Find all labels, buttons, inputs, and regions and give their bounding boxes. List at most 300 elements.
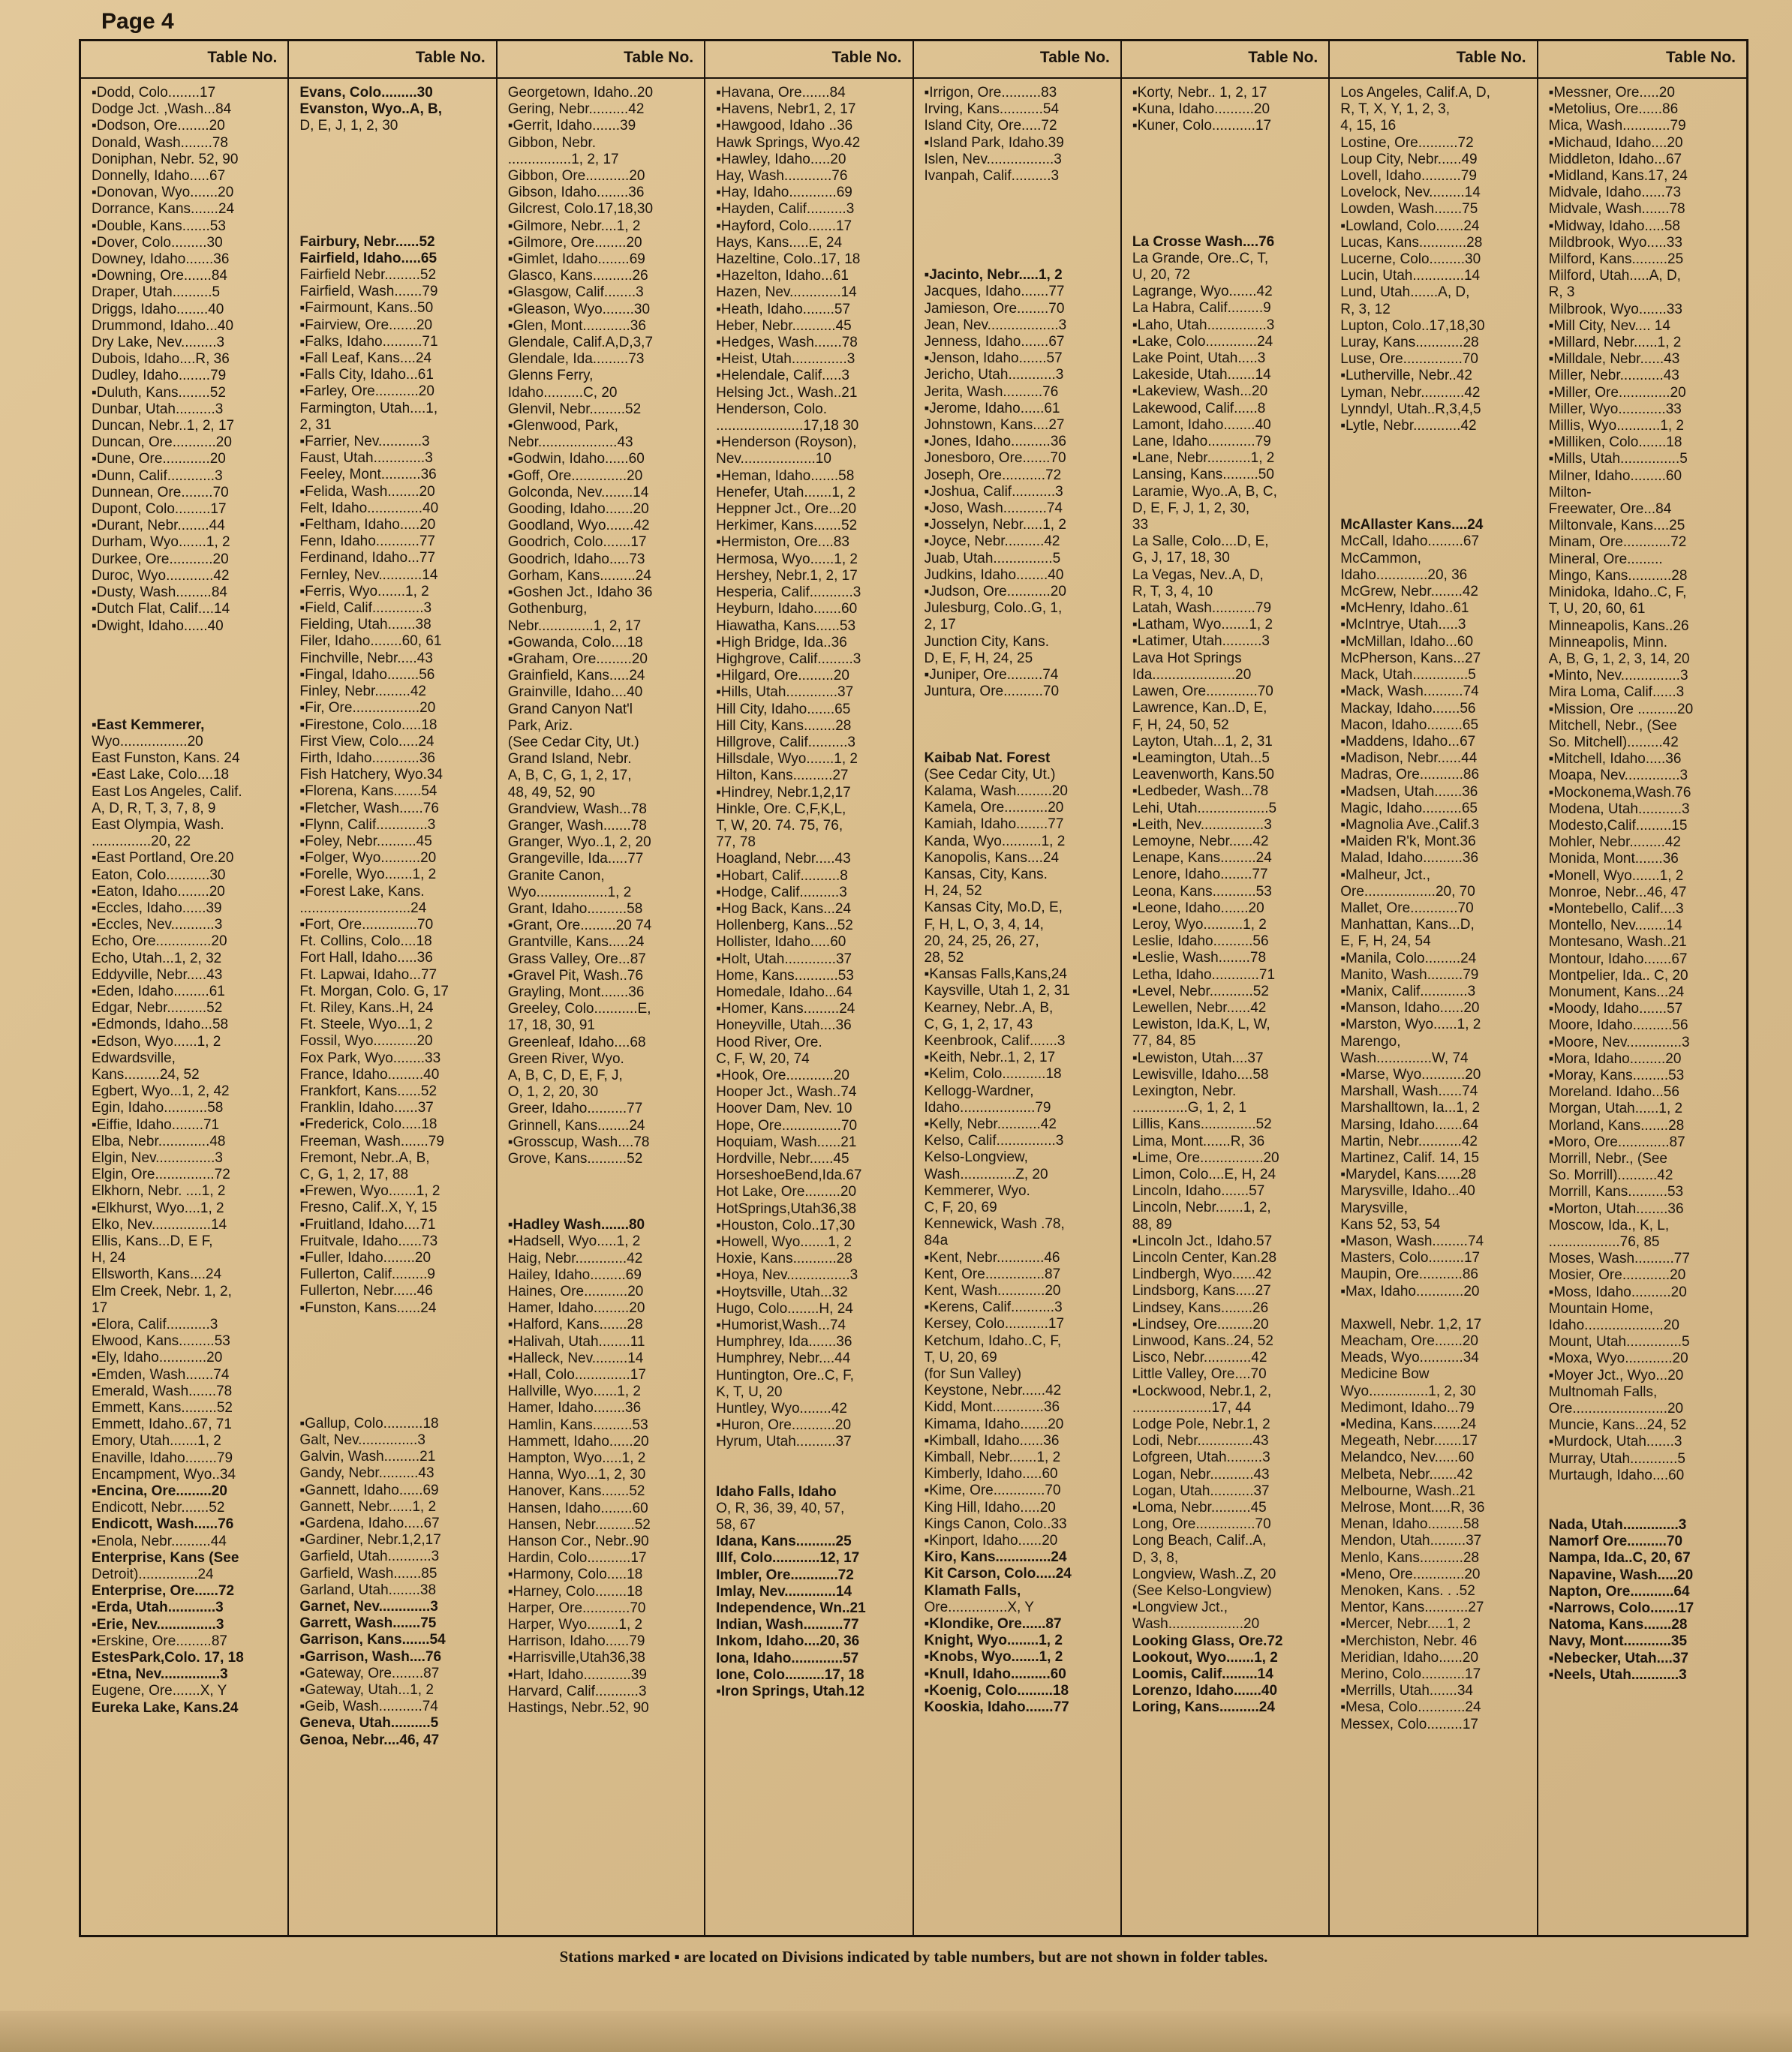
station-entry: O, R, 36, 39, 40, 57,: [716, 1500, 845, 1516]
station-entry: Ft. Riley, Kans..H, 24: [299, 999, 434, 1016]
station-entry: ▪Midway, Idaho.....58: [1548, 218, 1680, 234]
station-entry: Natoma, Kans.......28: [1548, 1617, 1688, 1633]
station-entry: Logan, Nebr...........43: [1132, 1466, 1270, 1483]
station-entry: ▪Foley, Nebr..........45: [299, 833, 432, 849]
station-entry: Hoagland, Nebr.....43: [716, 851, 851, 867]
station-entry: La Grande, Ore..C, T,: [1132, 250, 1269, 266]
station-entry: ▪Folger, Wyo..........20: [299, 850, 437, 867]
station-entry: ▪Lowland, Colo.......24: [1340, 218, 1480, 234]
station-entry: 4, 15, 16: [1340, 118, 1397, 134]
page-number: Page 4: [101, 9, 174, 34]
station-entry: Filer, Idaho........60, 61: [299, 633, 442, 650]
station-entry: ▪Joyce, Nebr..........42: [924, 533, 1060, 550]
station-entry: ▪Leamington, Utah...5: [1132, 750, 1270, 766]
station-entry: Moses, Wash..........77: [1548, 1251, 1690, 1267]
station-entry: ▪Grosscup, Wash....78: [507, 1134, 650, 1150]
station-entry: Ore...............X, Y: [924, 1599, 1034, 1615]
spacer: [299, 201, 489, 218]
station-entry: ▪Duluth, Kans........52: [92, 384, 226, 401]
station-list: [289, 79, 495, 1749]
station-entry: ▪Island Park, Idaho.39: [924, 134, 1064, 151]
station-entry: (See Cedar City, Ut.): [507, 734, 639, 750]
station-entry: Echo, Utah...1, 2, 32: [92, 950, 222, 966]
column-header: Table No.: [289, 41, 495, 79]
station-entry: ▪Kuner, Colo...........17: [1132, 118, 1272, 134]
station-entry: ▪Meno, Ore.............20: [1340, 1566, 1481, 1582]
station-entry: ▪Hook, Ore............20: [716, 1067, 849, 1083]
station-entry: ▪Monell, Wyo.......1, 2: [1548, 867, 1684, 884]
station-entry: Miltonvale, Kans....25: [1548, 518, 1685, 534]
station-entry: Marengo,: [1340, 1033, 1401, 1050]
spacer: [508, 1184, 698, 1200]
station-entry: ▪Harrisville,Utah36,38: [507, 1650, 645, 1666]
station-entry: Maxwell, Nebr. 1,2, 17: [1340, 1316, 1482, 1332]
station-entry: Dunnean, Ore........70: [92, 484, 229, 500]
station-entry: ▪Holt, Utah.............37: [716, 951, 852, 967]
station-entry: A, B, G, 1, 2, 3, 14, 20: [1548, 650, 1690, 667]
station-entry: Kimama, Idaho.......20: [924, 1416, 1064, 1432]
station-entry: Glenvil, Nebr.........52: [507, 401, 642, 417]
spacer: [299, 168, 489, 185]
station-entry: Hoover Dam, Nev. 10: [716, 1101, 852, 1117]
station-entry: R, 3, 12: [1340, 301, 1391, 317]
station-entry: Enterprise, Ore......72: [92, 1583, 235, 1600]
station-entry: 2, 17: [924, 617, 956, 633]
station-entry: Fairbury, Nebr......52: [299, 233, 435, 250]
station-entry: (See Kelso-Longview): [1132, 1583, 1272, 1600]
station-entry: Hansen, Idaho........60: [507, 1500, 648, 1516]
station-entry: France, Idaho.........40: [299, 1066, 440, 1083]
station-entry: ▪Flynn, Calif.............3: [299, 816, 436, 833]
station-entry: Kansas, City, Kans.: [924, 866, 1048, 882]
station-entry: Grand Island, Nebr.: [507, 751, 632, 768]
station-entry: Megeath, Nebr.......17: [1340, 1433, 1478, 1450]
station-entry: Hallville, Wyo......1, 2: [507, 1384, 641, 1400]
station-entry: Wash..............Z, 20: [924, 1166, 1048, 1182]
station-entry: ▪McMillan, Idaho...60: [1340, 633, 1474, 650]
station-entry: ▪Fruitland, Idaho....71: [299, 1216, 436, 1233]
spacer: [1340, 467, 1530, 484]
spacer: [299, 152, 489, 168]
station-entry: Garfield, Utah...........3: [299, 1549, 440, 1565]
station-entry: ▪Max, Idaho............20: [1340, 1283, 1480, 1299]
station-entry: Kiro, Kans..............24: [924, 1549, 1067, 1566]
station-entry: ▪Gannett, Idaho......69: [299, 1482, 439, 1498]
station-entry: Henderson, Colo.: [716, 401, 827, 417]
station-entry: Independence, Wn..21: [716, 1600, 866, 1617]
station-entry: Lansing, Kans.........50: [1132, 467, 1274, 483]
station-entry: ▪Goshen Jct., Idaho 36: [507, 584, 653, 601]
station-entry: ▪Felida, Wash........20: [299, 483, 435, 500]
station-entry: Mendon, Utah.........37: [1340, 1533, 1482, 1549]
station-entry: Elgin, Ore...............72: [92, 1167, 230, 1183]
station-entry: ▪Garrison, Wash....76: [299, 1648, 442, 1665]
station-entry: Lava Hot Springs: [1132, 650, 1242, 666]
station-entry: Looking Glass, Ore.72: [1132, 1633, 1283, 1649]
station-entry: ▪Eiffie, Idaho........71: [92, 1116, 220, 1133]
station-entry: Nampa, Ida..C, 20, 67: [1548, 1550, 1691, 1567]
station-entry: ▪Fall Leaf, Kans....24: [299, 350, 432, 367]
station-entry: Hood River, Ore.: [716, 1034, 822, 1050]
station-entry: ▪Halford, Kans.......28: [507, 1317, 643, 1333]
station-entry: Huntley, Wyo........42: [716, 1401, 847, 1417]
station-entry: Magic, Idaho..........65: [1340, 800, 1478, 816]
station-entry: ▪Hoytsville, Utah...32: [716, 1284, 848, 1300]
station-entry: ▪Fort, Ore..............70: [299, 916, 434, 933]
station-entry: Lakewood, Calif......8: [1132, 400, 1266, 416]
station-entry: ▪Frederick, Colo.....18: [299, 1116, 437, 1133]
station-entry: Marysville,: [1340, 1200, 1408, 1216]
station-entry: Limon, Colo....E, H, 24: [1132, 1166, 1276, 1182]
station-entry: Lawrence, Kan..D, E,: [1132, 700, 1267, 717]
station-entry: ▪Morton, Utah........36: [1548, 1200, 1684, 1217]
station-entry: Kooskia, Idaho.......77: [924, 1699, 1069, 1716]
station-entry: Millis, Wyo...........1, 2: [1548, 418, 1684, 434]
station-entry: ▪Farley, Ore...........20: [299, 383, 434, 400]
station-entry: C, G, 1, 2, 17, 43: [924, 1016, 1033, 1032]
station-entry: A, B, C, D, E, F, J,: [507, 1067, 623, 1083]
station-list: [1122, 79, 1328, 1717]
station-entry: ▪Dodson, Ore........20: [92, 118, 225, 134]
station-entry: O, 1, 2, 20, 30: [507, 1084, 599, 1101]
station-entry: McPherson, Kans...27: [1340, 650, 1481, 666]
station-entry: Latah, Wash...........79: [1132, 600, 1272, 617]
station-entry: Lovelock, Nev.........14: [1340, 185, 1481, 201]
spacer: [299, 1383, 489, 1399]
station-entry: Highgrove, Calif.........3: [716, 650, 861, 667]
station-entry: ▪Grant, Ore.........20 74: [507, 918, 652, 934]
station-entry: ▪Kuna, Idaho..........20: [1132, 101, 1270, 118]
station-entry: Mica, Wash............79: [1548, 118, 1686, 134]
station-entry: Draper, Utah..........5: [92, 284, 221, 301]
station-entry: ▪Murdock, Utah.......3: [1548, 1434, 1682, 1450]
station-entry: (for Sun Valley): [924, 1366, 1022, 1383]
station-entry: Morrill, Nebr., (See: [1548, 1151, 1667, 1167]
station-entry: Island City, Ore.....72: [924, 118, 1057, 134]
station-entry: La Crosse Wash....76: [1132, 233, 1275, 250]
station-entry: Huntington, Ore..C, F,: [716, 1367, 854, 1384]
station-entry: ..............G, 1, 2, 1: [1132, 1100, 1246, 1116]
station-entry: ▪Dunn, Calif............3: [92, 467, 223, 484]
station-list: [81, 79, 287, 1717]
station-entry: Lisco, Nebr............42: [1132, 1350, 1267, 1366]
station-entry: Kings Canon, Colo..33: [924, 1516, 1067, 1532]
spacer: [925, 251, 1114, 267]
station-entry: Leavenworth, Kans.50: [1132, 767, 1274, 783]
station-entry: Los Angeles, Calif.A, D,: [1340, 85, 1490, 101]
station-entry: Finley, Nebr.........42: [299, 683, 426, 700]
spacer: [925, 734, 1114, 750]
station-entry: Hazen, Nev.............14: [716, 284, 857, 301]
spacer: [1340, 451, 1530, 467]
station-entry: Goodland, Wyo.......42: [507, 518, 650, 534]
station-entry: Masters, Colo.........17: [1340, 1250, 1481, 1266]
station-entry: Lynndyl, Utah..R,3,4,5: [1340, 401, 1481, 417]
station-entry: ▪Moore, Nev..............3: [1548, 1034, 1690, 1050]
station-entry: Martinez, Calif. 14, 15: [1340, 1149, 1480, 1166]
station-entry: E, F, H, 24, 54: [1340, 933, 1431, 950]
station-entry: Hill City, Kans........28: [716, 717, 852, 734]
station-entry: ▪Latham, Wyo.......1, 2: [1132, 617, 1273, 633]
station-entry: ▪Leslie, Wash........78: [1132, 950, 1267, 966]
station-entry: ................1, 2, 17: [507, 151, 619, 167]
station-entry: Ida.....................20: [1132, 666, 1252, 683]
station-entry: HorseshoeBend,Ida.67: [716, 1167, 862, 1184]
station-entry: ▪Forest Lake, Kans.: [299, 883, 425, 900]
column-header: Table No.: [498, 41, 704, 79]
station-entry: ▪Lindsey, Ore.........20: [1132, 1316, 1269, 1332]
station-entry: Galt, Nev...............3: [299, 1432, 425, 1449]
station-entry: Dodge Jct. ,Wash...84: [92, 101, 232, 118]
station-entry: Idaho..........C, 20: [507, 384, 618, 401]
station-entry: ▪Judson, Ore...........20: [924, 584, 1066, 600]
station-entry: ▪Lockwood, Nebr.1, 2,: [1132, 1383, 1272, 1399]
station-entry: ▪Humorist,Wash...74: [716, 1317, 846, 1334]
station-entry: ▪Hawgood, Idaho ..36: [716, 118, 853, 134]
spacer: [1340, 434, 1530, 451]
station-entry: Kans.........24, 52: [92, 1066, 200, 1083]
station-entry: Judkins, Idaho........40: [924, 566, 1064, 583]
station-entry: ▪Gilmore, Ore........20: [507, 234, 642, 251]
station-entry: ▪Magnolia Ave.,Calif.3: [1340, 816, 1480, 833]
station-entry: Montpelier, Ida.. C, 20: [1548, 967, 1688, 984]
station-entry: Muncie, Kans...24, 52: [1548, 1417, 1687, 1434]
station-entry: Wyo..................1, 2: [507, 884, 632, 900]
station-entry: Medicine Bow: [1340, 1366, 1430, 1383]
station-entry: Ft. Steele, Wyo...1, 2: [299, 1017, 433, 1033]
station-entry: Lillis, Kans..............52: [1132, 1116, 1272, 1133]
station-entry: ▪East Lake, Colo....18: [92, 767, 230, 783]
station-entry: ▪Lane, Nebr...........1, 2: [1132, 450, 1275, 467]
station-entry: Hanna, Wyo...1, 2, 30: [507, 1467, 646, 1483]
station-entry: R, 3: [1548, 284, 1575, 301]
station-entry: ▪Gilmore, Nebr....1, 2: [507, 218, 641, 234]
station-entry: Murtaugh, Idaho....60: [1548, 1467, 1685, 1483]
station-entry: ▪Kelim, Colo...........18: [924, 1066, 1062, 1083]
station-entry: Lodge Pole, Nebr.1, 2: [1132, 1417, 1270, 1433]
station-entry: Lemoyne, Nebr......42: [1132, 833, 1269, 849]
station-entry: Imlay, Nev.............14: [716, 1583, 852, 1600]
station-entry: Middleton, Idaho...67: [1548, 151, 1682, 167]
station-entry: Meridian, Idaho......20: [1340, 1649, 1479, 1666]
station-entry: Inkom, Idaho....20, 36: [716, 1633, 860, 1650]
station-entry: ▪Nebecker, Utah....37: [1548, 1650, 1688, 1666]
station-entry: ▪Hayford, Colo.......17: [716, 218, 852, 234]
station-list: [1330, 79, 1536, 1733]
station-entry: Georgetown, Idaho..20: [507, 85, 654, 101]
station-entry: Encampment, Wyo..34: [92, 1466, 236, 1483]
spacer: [925, 717, 1114, 734]
station-entry: Jericho, Utah............3: [924, 367, 1064, 383]
station-entry: Hawk Springs, Wyo.42: [716, 134, 861, 151]
spacer: [92, 684, 281, 701]
station-entry: Hanson Cor., Nebr..90: [507, 1534, 649, 1550]
station-entry: Midvale, Idaho......73: [1548, 185, 1682, 201]
station-entry: Klamath Falls,: [924, 1582, 1021, 1599]
station-entry: Doniphan, Nebr. 52, 90: [92, 151, 239, 167]
station-entry: Hazeltine, Colo..17, 18: [716, 251, 861, 268]
station-entry: R, T, 3, 4, 10: [1132, 583, 1213, 599]
station-entry: Napton, Ore...........64: [1548, 1583, 1690, 1600]
station-entry: ▪Edson, Wyo......1, 2: [92, 1033, 221, 1050]
station-entry: Monida, Mont.......36: [1548, 851, 1679, 867]
station-entry: Minneapolis, Kans..26: [1548, 617, 1689, 634]
station-entry: ▪Field, Calif.............3: [299, 600, 432, 617]
column-6: [1122, 41, 1330, 1935]
station-entry: Lakeside, Utah.......14: [1132, 367, 1271, 383]
station-entry: Hot Lake, Ore.........20: [716, 1184, 857, 1200]
station-entry: ▪Laho, Utah...............3: [1132, 317, 1275, 333]
station-entry: Eugene, Ore.......X, Y: [92, 1683, 227, 1699]
station-entry: Hanover, Kans.......52: [507, 1483, 645, 1500]
station-entry: A, B, C, G, 1, 2, 17,: [507, 768, 632, 784]
station-entry: Grand Canyon Nat'l: [507, 701, 633, 717]
station-entry: Marysville, Idaho...40: [1340, 1183, 1475, 1200]
station-entry: ▪Gateway, Ore........87: [299, 1665, 440, 1681]
station-entry: Fairfield, Wash.......79: [299, 284, 438, 300]
station-entry: Dubois, Idaho....R, 36: [92, 351, 230, 368]
station-entry: Marsing, Idaho.......64: [1340, 1116, 1479, 1133]
station-entry: La Vegas, Nev..A, D,: [1132, 566, 1264, 583]
station-entry: ▪Merrills, Utah.......34: [1340, 1683, 1473, 1699]
station-entry: ▪Minto, Nev...............3: [1548, 668, 1688, 684]
station-entry: 17, 18, 30, 91: [507, 1017, 595, 1034]
station-entry: Idaho...................79: [924, 1099, 1051, 1116]
station-entry: Hoquiam, Wash......21: [716, 1134, 857, 1150]
station-entry: ▪Klondike, Ore......87: [924, 1616, 1062, 1633]
station-entry: Minneapolis, Minn.: [1548, 634, 1668, 650]
station-entry: Lupton, Colo..17,18,30: [1340, 317, 1485, 334]
station-entry: Joseph, Ore...........72: [924, 467, 1062, 483]
station-entry: ▪Madison, Nebr......44: [1340, 750, 1478, 767]
station-entry: McCall, Idaho.........67: [1340, 533, 1480, 550]
station-entry: ▪Josselyn, Nebr.....1, 2: [924, 517, 1066, 533]
station-entry: ▪Irrigon, Ore..........83: [924, 85, 1057, 101]
station-entry: East Los Angeles, Calif.: [92, 783, 242, 800]
station-entry: ▪Glasgow, Calif........3: [507, 284, 644, 301]
station-entry: Hugo, Colo........H, 24: [716, 1300, 853, 1317]
station-entry: ▪Feltham, Idaho.....20: [299, 517, 436, 533]
station-entry: (See Cedar City, Ut.): [924, 766, 1056, 783]
station-entry: Glendale, Ida.........73: [507, 351, 645, 368]
station-entry: McCammon,: [1340, 550, 1421, 566]
station-entry: ▪Level, Nebr...........52: [1132, 983, 1269, 999]
station-entry: Heber, Nebr...........45: [716, 317, 852, 334]
station-entry: ▪Koenig, Colo.........18: [924, 1682, 1069, 1699]
station-entry: Loup City, Nebr......49: [1340, 151, 1478, 167]
station-entry: Grayling, Mont.......36: [507, 984, 645, 1000]
spacer: [299, 1350, 489, 1366]
station-entry: Julesburg, Colo..G, 1,: [924, 600, 1063, 617]
station-entry: ▪Mitchell, Idaho.....36: [1548, 751, 1682, 768]
station-entry: 17: [92, 1299, 108, 1316]
station-entry: Fort Hall, Idaho.....36: [299, 950, 433, 966]
station-entry: ...............20, 22: [92, 834, 191, 850]
spacer: [508, 1167, 698, 1184]
station-entry: Kemmerer, Wyo.: [924, 1182, 1030, 1199]
station-entry: EstesPark,Colo. 17, 18: [92, 1650, 244, 1666]
station-entry: ▪Hawley, Idaho.....20: [716, 151, 846, 167]
station-entry: Martin, Nebr...........42: [1340, 1133, 1478, 1149]
station-entry: Elwood, Kans.........53: [92, 1333, 230, 1350]
station-entry: Minam, Ore............72: [1548, 534, 1687, 551]
station-entry: ▪Edmonds, Idaho...58: [92, 1017, 229, 1033]
station-entry: Haig, Nebr.............42: [507, 1250, 643, 1266]
station-entry: Finchville, Nebr.....43: [299, 650, 433, 666]
station-entry: Garnet, Nev.............3: [299, 1599, 438, 1615]
station-entry: Hermosa, Wyo......1, 2: [716, 551, 858, 567]
spacer: [1132, 152, 1322, 168]
station-entry: Milton-: [1548, 484, 1592, 500]
station-entry: Elko, Nev...............14: [92, 1216, 227, 1233]
station-entry: Elba, Nebr.............48: [92, 1133, 226, 1149]
station-entry: Lane, Idaho............79: [1132, 434, 1271, 450]
station-entry: ▪Kime, Ore.............70: [924, 1483, 1061, 1499]
station-entry: Lawen, Ore.............70: [1132, 683, 1273, 700]
station-entry: Duroc, Wyo............42: [92, 567, 230, 584]
station-entry: ▪Kent, Nebr............46: [924, 1249, 1060, 1266]
station-entry: Greer, Idaho..........77: [507, 1101, 643, 1117]
station-entry: ▪Enola, Nebr..........44: [92, 1533, 227, 1549]
station-entry: Nebr..............1, 2, 17: [507, 617, 642, 634]
station-entry: ▪Jacinto, Nebr.....1, 2: [924, 267, 1063, 284]
station-entry: Fullerton, Nebr......46: [299, 1283, 433, 1299]
station-entry: Kent, Wash............20: [924, 1283, 1061, 1299]
station-entry: Firth, Idaho............36: [299, 750, 435, 766]
spacer: [299, 1333, 489, 1350]
station-entry: Eureka Lake, Kans.24: [92, 1699, 239, 1716]
station-entry: ▪Fairmount, Kans..50: [299, 300, 434, 317]
station-entry: Irving, Kans...........54: [924, 101, 1060, 118]
station-entry: ▪Elora, Calif...........3: [92, 1317, 218, 1333]
station-entry: Hiawatha, Kans......53: [716, 617, 856, 634]
spacer: [925, 201, 1114, 218]
station-entry: ▪Heist, Utah..............3: [716, 351, 855, 368]
station-entry: ▪Fir, Ore.................20: [299, 700, 436, 717]
station-entry: Loring, Kans..........24: [1132, 1699, 1275, 1716]
station-entry: Lindsey, Kans........26: [1132, 1299, 1269, 1316]
station-entry: Navy, Mont............35: [1548, 1633, 1688, 1650]
station-entry: Kanda, Wyo..........1, 2: [924, 833, 1066, 849]
station-entry: H, 24: [92, 1250, 126, 1266]
station-entry: ▪Hay, Idaho............69: [716, 185, 852, 201]
station-entry: Nada, Utah..............3: [1548, 1517, 1687, 1534]
station-entry: ▪Metolius, Ore......86: [1548, 101, 1679, 118]
station-entry: 84a: [924, 1233, 949, 1249]
station-entry: ▪Gateway, Utah...1, 2: [299, 1682, 434, 1699]
station-entry: Kelso-Longview,: [924, 1149, 1028, 1166]
station-entry: Gering, Nebr..........42: [507, 101, 645, 118]
station-entry: T, W, 20. 74. 75, 76,: [716, 817, 843, 834]
column-header: Table No.: [914, 41, 1120, 79]
station-entry: Layton, Utah...1, 2, 31: [1132, 733, 1273, 750]
station-entry: Dunbar, Utah..........3: [92, 401, 224, 417]
station-entry: Milford, Kans.........25: [1548, 251, 1684, 268]
station-entry: ▪Hadley Wash.......80: [507, 1217, 645, 1233]
station-entry: ▪Dune, Ore............20: [92, 451, 226, 467]
column-header: Table No.: [81, 41, 287, 79]
station-entry: ▪Forelle, Wyo.......1, 2: [299, 867, 437, 883]
station-entry: ▪Hilgard, Ore.........20: [716, 668, 849, 684]
station-entry: Emory, Utah.......1, 2: [92, 1433, 221, 1450]
station-entry: ▪Mill City, Nev.... 14: [1548, 317, 1670, 334]
station-entry: Duncan, Nebr..1, 2, 17: [92, 418, 235, 434]
station-entry: Hollenberg, Kans...52: [716, 918, 853, 934]
station-entry: Glendale, Calif.A,D,3,7: [507, 335, 654, 351]
station-entry: Garland, Utah........38: [299, 1582, 437, 1598]
station-entry: ▪Kelly, Nebr...........42: [924, 1116, 1057, 1132]
station-entry: Gannett, Nebr......1, 2: [299, 1498, 437, 1515]
